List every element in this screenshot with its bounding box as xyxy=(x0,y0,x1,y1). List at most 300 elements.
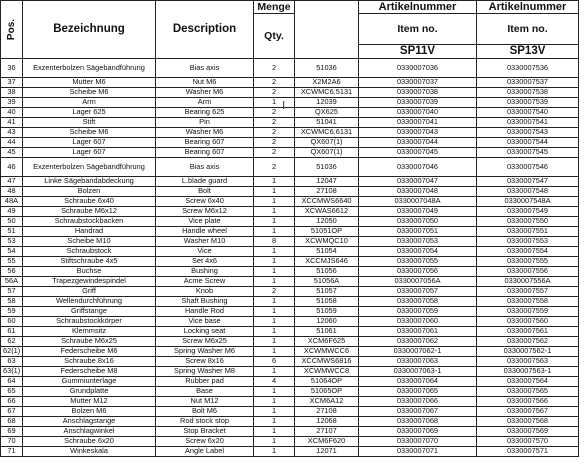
cell-item-sp11v: 0330007067 xyxy=(359,407,477,417)
table-row xyxy=(1,307,579,317)
cell-bezeichnung: Buchse xyxy=(23,267,156,277)
cell-description: Vice plate xyxy=(156,217,254,227)
cell-pos: 56A xyxy=(1,277,23,287)
cell-item-sp13v: 0330007558 xyxy=(477,297,579,307)
cell-artikel: XCWMC6.5131 xyxy=(295,88,359,98)
cell-bezeichnung: Federscheibe M8 xyxy=(23,367,156,377)
cell-item-sp13v: 0330007562-1 xyxy=(477,347,579,357)
cell-artikel: XCCMWS6640 xyxy=(295,197,359,207)
cell-bezeichnung: Schraube M6x25 xyxy=(23,337,156,347)
table-row xyxy=(1,207,579,217)
cell-artikel: 27108 xyxy=(295,407,359,417)
cell-pos: 63 xyxy=(1,357,23,367)
cell-item-sp11v: 0330007056 xyxy=(359,267,477,277)
cell-qty: 1 xyxy=(254,427,295,437)
cell-item-sp13v: 0330007548A xyxy=(477,197,579,207)
header-artikel-2: Artikelnummer xyxy=(477,1,579,14)
cell-artikel: 12050 xyxy=(295,217,359,227)
header-item-1: Item no. xyxy=(359,14,477,45)
table-row xyxy=(1,267,579,277)
cell-item-sp11v: 0330007063-1 xyxy=(359,367,477,377)
cell-bezeichnung: Stift xyxy=(23,118,156,128)
cell-bezeichnung: Exzenterbolzen Sägebandführung xyxy=(23,158,156,177)
cell-item-sp13v: 0330007567 xyxy=(477,407,579,417)
cell-description: Screw 8x16 xyxy=(156,357,254,367)
cell-bezeichnung: Bolzen xyxy=(23,187,156,197)
header-description: Description xyxy=(156,1,254,59)
header-model-1: SP11V xyxy=(359,45,477,59)
header-item-2: Item no. xyxy=(477,14,579,45)
cell-description: Spring Washer M8 xyxy=(156,367,254,377)
table-row xyxy=(1,98,579,108)
cell-item-sp13v: 0330007570 xyxy=(477,437,579,447)
cell-artikel: XCWMWCC8 xyxy=(295,367,359,377)
cell-item-sp13v: 0330007566 xyxy=(477,397,579,407)
table-row xyxy=(1,158,579,177)
header-artikel-1: Artikelnummer xyxy=(359,1,477,14)
cell-description: Bias axis xyxy=(156,158,254,177)
cell-bezeichnung: Federscheibe M6 xyxy=(23,347,156,357)
cell-artikel: 12060 xyxy=(295,317,359,327)
cell-bezeichnung: Gummiunterlage xyxy=(23,377,156,387)
cell-pos: 56 xyxy=(1,267,23,277)
cell-item-sp13v: 0330007554 xyxy=(477,247,579,257)
cell-item-sp13v: 0330007546 xyxy=(477,158,579,177)
cell-artikel: 51051OP xyxy=(295,227,359,237)
cell-pos: 51 xyxy=(1,227,23,237)
cell-item-sp13v: 0330007545 xyxy=(477,148,579,158)
cell-pos: 46 xyxy=(1,158,23,177)
cell-description: Set 4x6 xyxy=(156,257,254,267)
table-row xyxy=(1,297,579,307)
cell-item-sp13v: 0330007549 xyxy=(477,207,579,217)
table-row xyxy=(1,187,579,197)
cell-qty: 1 xyxy=(254,177,295,187)
cell-item-sp11v: 0330007066 xyxy=(359,397,477,407)
cell-description: Spring Washer M6 xyxy=(156,347,254,357)
table-row xyxy=(1,437,579,447)
cell-bezeichnung: Schraube 6x40 xyxy=(23,197,156,207)
cell-qty: 1 xyxy=(254,437,295,447)
cell-bezeichnung: Trapezgewindespindel xyxy=(23,277,156,287)
header-empty xyxy=(295,1,359,59)
cell-qty: 1 xyxy=(254,217,295,227)
cell-item-sp13v: 0330007556 xyxy=(477,267,579,277)
cell-item-sp13v: 0330007544 xyxy=(477,138,579,148)
cell-artikel: XCWMQC10 xyxy=(295,237,359,247)
cell-item-sp11v: 0330007046 xyxy=(359,158,477,177)
table-body xyxy=(1,59,579,457)
cell-qty: 2 xyxy=(254,78,295,88)
cell-item-sp11v: 0330007065 xyxy=(359,387,477,397)
table-row xyxy=(1,327,579,337)
cell-bezeichnung: Lager 607 xyxy=(23,138,156,148)
cell-qty: 1 xyxy=(254,187,295,197)
cell-item-sp13v: 0330007539 xyxy=(477,98,579,108)
cell-item-sp13v: 0330007556A xyxy=(477,277,579,287)
cell-item-sp11v: 0330007070 xyxy=(359,437,477,447)
cell-bezeichnung: Exzenterbolzen Sägebandführung xyxy=(23,59,156,78)
cell-bezeichnung: Griff xyxy=(23,287,156,297)
cell-pos: 59 xyxy=(1,307,23,317)
cell-item-sp13v: 0330007550 xyxy=(477,217,579,227)
header-model-2: SP13V xyxy=(477,45,579,59)
cell-pos: 48A xyxy=(1,197,23,207)
table-row xyxy=(1,59,579,78)
cell-artikel: XCM6F625 xyxy=(295,337,359,347)
cell-description: Screw M6x12 xyxy=(156,207,254,217)
cell-bezeichnung: Griffstange xyxy=(23,307,156,317)
cell-pos: 39 xyxy=(1,98,23,108)
cell-item-sp11v: 0330007037 xyxy=(359,78,477,88)
cell-item-sp11v: 0330007048A xyxy=(359,197,477,207)
cell-item-sp11v: 0330007059 xyxy=(359,307,477,317)
cell-item-sp11v: 0330007061 xyxy=(359,327,477,337)
cell-qty: 1 xyxy=(254,197,295,207)
cell-pos: 49 xyxy=(1,207,23,217)
cell-bezeichnung: Schraubstock xyxy=(23,247,156,257)
cell-item-sp11v: 0330007062-1 xyxy=(359,347,477,357)
cell-qty: 1 xyxy=(254,397,295,407)
cell-pos: 70 xyxy=(1,437,23,447)
cell-qty: 1 xyxy=(254,387,295,397)
cell-pos: 67 xyxy=(1,407,23,417)
cell-description: Bias axis xyxy=(156,59,254,78)
cell-pos: 62 xyxy=(1,337,23,347)
table-row xyxy=(1,78,579,88)
cell-description: Bolt xyxy=(156,187,254,197)
cell-artikel: 51041 xyxy=(295,118,359,128)
cell-pos: 64 xyxy=(1,377,23,387)
cell-item-sp13v: 0330007563 xyxy=(477,357,579,367)
cell-pos: 53 xyxy=(1,237,23,247)
cell-pos: 36 xyxy=(1,59,23,78)
cell-item-sp13v: 0330007563-1 xyxy=(477,367,579,377)
cell-qty: 6 xyxy=(254,357,295,367)
cell-item-sp11v: 0330007053 xyxy=(359,237,477,247)
cell-item-sp11v: 0330007041 xyxy=(359,118,477,128)
header-pos: Pos. xyxy=(1,1,23,59)
cell-qty: 1 xyxy=(254,257,295,267)
table-row xyxy=(1,88,579,98)
cell-qty: 1 xyxy=(254,337,295,347)
cell-item-sp13v: 0330007551 xyxy=(477,227,579,237)
cell-description: Locking seat xyxy=(156,327,254,337)
cell-item-sp13v: 0330007553 xyxy=(477,237,579,247)
table-row xyxy=(1,108,579,118)
cell-bezeichnung: Anschlagstange xyxy=(23,417,156,427)
cell-item-sp13v: 0330007548 xyxy=(477,187,579,197)
cell-item-sp13v: 0330007543 xyxy=(477,128,579,138)
cell-artikel: 51057 xyxy=(295,287,359,297)
cell-artikel: 12068 xyxy=(295,417,359,427)
cell-artikel: 51056A xyxy=(295,277,359,287)
cell-item-sp11v: 0330007039 xyxy=(359,98,477,108)
table-row xyxy=(1,118,579,128)
cell-description: Pin xyxy=(156,118,254,128)
cell-bezeichnung: Arm xyxy=(23,98,156,108)
table-row xyxy=(1,367,579,377)
cell-description: Screw 6x20 xyxy=(156,437,254,447)
table-row xyxy=(1,277,579,287)
cell-artikel: 27107 xyxy=(295,427,359,437)
cell-description: Nut M12 xyxy=(156,397,254,407)
cell-item-sp13v: 0330007560 xyxy=(477,317,579,327)
cell-item-sp11v: 0330007038 xyxy=(359,88,477,98)
cell-qty: 1 xyxy=(254,227,295,237)
cell-artikel: 12039 xyxy=(295,98,359,108)
table-row xyxy=(1,427,579,437)
cell-artikel: 51059 xyxy=(295,307,359,317)
cell-item-sp13v: 0330007569 xyxy=(477,427,579,437)
cell-qty: 2 xyxy=(254,59,295,78)
cell-item-sp13v: 0330007571 xyxy=(477,447,579,457)
cell-artikel: XCWMC6.6131 xyxy=(295,128,359,138)
cell-artikel: XCCMWS6816 xyxy=(295,357,359,367)
cell-qty: 2 xyxy=(254,138,295,148)
cell-item-sp11v: 0330007063 xyxy=(359,357,477,367)
cell-pos: 47 xyxy=(1,177,23,187)
table-row xyxy=(1,138,579,148)
cell-bezeichnung: Winkeskala xyxy=(23,447,156,457)
cell-artikel: XCCMJS646 xyxy=(295,257,359,267)
table-row xyxy=(1,387,579,397)
cell-bezeichnung: Bolzen M6 xyxy=(23,407,156,417)
cell-pos: 54 xyxy=(1,247,23,257)
table-row xyxy=(1,447,579,457)
cell-description: Arm xyxy=(156,98,254,108)
cell-pos: 65 xyxy=(1,387,23,397)
cell-description: Acme Screw xyxy=(156,277,254,287)
cell-bezeichnung: Wellendurchführung xyxy=(23,297,156,307)
cell-bezeichnung: Mutter M12 xyxy=(23,397,156,407)
cell-pos: 37 xyxy=(1,78,23,88)
cell-qty: 2 xyxy=(254,118,295,128)
cell-pos: 40 xyxy=(1,108,23,118)
cell-pos: 57 xyxy=(1,287,23,297)
cell-artikel: 51065OP xyxy=(295,387,359,397)
cell-description: Knob xyxy=(156,287,254,297)
table-row xyxy=(1,128,579,138)
cell-pos: 71 xyxy=(1,447,23,457)
cell-bezeichnung: Handrad xyxy=(23,227,156,237)
cell-artikel: 51064OP xyxy=(295,377,359,387)
cell-qty: 1 xyxy=(254,98,295,108)
cell-qty: 1 xyxy=(254,267,295,277)
cell-item-sp13v: 0330007565 xyxy=(477,387,579,397)
cell-pos: 58 xyxy=(1,297,23,307)
cell-artikel: 51061 xyxy=(295,327,359,337)
cell-description: Bearing 607 xyxy=(156,148,254,158)
cell-qty: 1 xyxy=(254,247,295,257)
table-row xyxy=(1,347,579,357)
cell-pos: 60 xyxy=(1,317,23,327)
cell-qty: 1 xyxy=(254,277,295,287)
table-row xyxy=(1,377,579,387)
cell-item-sp11v: 0330007064 xyxy=(359,377,477,387)
cell-bezeichnung: Schraube 8x16 xyxy=(23,357,156,367)
cell-bezeichnung: Anschlagwinkel xyxy=(23,427,156,437)
cell-qty: 2 xyxy=(254,108,295,118)
cell-item-sp13v: 0330007538 xyxy=(477,88,579,98)
cell-bezeichnung: Scheibe M6 xyxy=(23,128,156,138)
table-row xyxy=(1,257,579,267)
cell-pos: 50 xyxy=(1,217,23,227)
cell-item-sp13v: 0330007564 xyxy=(477,377,579,387)
cell-item-sp11v: 0330007040 xyxy=(359,108,477,118)
cell-item-sp13v: 0330007557 xyxy=(477,287,579,297)
cell-bezeichnung: Schraubstockbacken xyxy=(23,217,156,227)
cell-item-sp13v: 0330007536 xyxy=(477,59,579,78)
cell-item-sp11v: 0330007045 xyxy=(359,148,477,158)
cell-description: Bolt M6 xyxy=(156,407,254,417)
table-row xyxy=(1,148,579,158)
table-header xyxy=(1,1,579,59)
cell-description: Nut M6 xyxy=(156,78,254,88)
cell-qty: 1 xyxy=(254,417,295,427)
cell-pos: 66 xyxy=(1,397,23,407)
cell-pos: 38 xyxy=(1,88,23,98)
cell-qty: 8 xyxy=(254,237,295,247)
cell-description: Vice base xyxy=(156,317,254,327)
cell-artikel: XCWMWCC6 xyxy=(295,347,359,357)
cell-item-sp11v: 0330007049 xyxy=(359,207,477,217)
cell-item-sp11v: 0330007050 xyxy=(359,217,477,227)
cell-item-sp13v: 0330007547 xyxy=(477,177,579,187)
cell-bezeichnung: Schraube M6x12 xyxy=(23,207,156,217)
cell-qty: 1 xyxy=(254,347,295,357)
header-bezeichnung: Bezeichnung xyxy=(23,1,156,59)
cell-item-sp11v: 0330007062 xyxy=(359,337,477,347)
table-row xyxy=(1,227,579,237)
cell-description: Screw 6x40 xyxy=(156,197,254,207)
cell-item-sp11v: 0330007054 xyxy=(359,247,477,257)
cell-pos: 62(1) xyxy=(1,347,23,357)
header-qty: Qty. xyxy=(254,14,295,59)
cell-pos: 41 xyxy=(1,118,23,128)
cell-item-sp13v: 0330007562 xyxy=(477,337,579,347)
cell-item-sp13v: 0330007555 xyxy=(477,257,579,267)
cell-bezeichnung: Schraube 6x20 xyxy=(23,437,156,447)
cell-artikel: QX607(1) xyxy=(295,148,359,158)
cell-pos: 68 xyxy=(1,417,23,427)
cell-item-sp13v: 0330007561 xyxy=(477,327,579,337)
cell-item-sp11v: 0330007056A xyxy=(359,277,477,287)
cell-artikel: 27108 xyxy=(295,187,359,197)
cell-qty: 1 xyxy=(254,327,295,337)
table-row xyxy=(1,317,579,327)
cell-description: Angle Label xyxy=(156,447,254,457)
cell-description: Screw M6x25 xyxy=(156,337,254,347)
cell-description: Washer M6 xyxy=(156,128,254,138)
table-row xyxy=(1,287,579,297)
cell-qty: 1 xyxy=(254,207,295,217)
cell-item-sp11v: 0330007060 xyxy=(359,317,477,327)
cell-bezeichnung: Mutter M6 xyxy=(23,78,156,88)
cell-pos: 61 xyxy=(1,327,23,337)
table-row xyxy=(1,217,579,227)
cell-bezeichnung: Scheibe M6 xyxy=(23,88,156,98)
cell-artikel: QX607(1) xyxy=(295,138,359,148)
cell-description: Handle Rod xyxy=(156,307,254,317)
cell-qty: 2 xyxy=(254,158,295,177)
cell-artikel: XCM6A12 xyxy=(295,397,359,407)
table-row xyxy=(1,337,579,347)
cell-artikel: 51058 xyxy=(295,297,359,307)
cell-description: Stop Bracket xyxy=(156,427,254,437)
cell-pos: 48 xyxy=(1,187,23,197)
cell-artikel: 51036 xyxy=(295,59,359,78)
cell-artikel: 51056 xyxy=(295,267,359,277)
cell-qty: 2 xyxy=(254,128,295,138)
cell-pos: 55 xyxy=(1,257,23,267)
cell-qty: 1 xyxy=(254,307,295,317)
cell-artikel: QX625 xyxy=(295,108,359,118)
cell-item-sp11v: 0330007047 xyxy=(359,177,477,187)
cell-description: Rubber pad xyxy=(156,377,254,387)
cell-pos: 45 xyxy=(1,148,23,158)
cell-qty: 1 xyxy=(254,317,295,327)
cell-item-sp13v: 0330007537 xyxy=(477,78,579,88)
cell-description: Base xyxy=(156,387,254,397)
cell-item-sp13v: 0330007559 xyxy=(477,307,579,317)
cell-description: Handle wheel xyxy=(156,227,254,237)
cell-item-sp11v: 0330007044 xyxy=(359,138,477,148)
cell-artikel: X2M2A6 xyxy=(295,78,359,88)
table-row xyxy=(1,197,579,207)
cell-pos: 44 xyxy=(1,138,23,148)
cell-description: Washer M6 xyxy=(156,88,254,98)
cell-qty: 1 xyxy=(254,407,295,417)
table-row xyxy=(1,357,579,367)
cell-item-sp11v: 0330007048 xyxy=(359,187,477,197)
cell-description: Bearing 625 xyxy=(156,108,254,118)
cell-item-sp11v: 0330007057 xyxy=(359,287,477,297)
cell-description: Bushing xyxy=(156,267,254,277)
table-row xyxy=(1,407,579,417)
cell-artikel: 12071 xyxy=(295,447,359,457)
cell-description: Rod stock stop xyxy=(156,417,254,427)
cell-item-sp11v: 0330007051 xyxy=(359,227,477,237)
cell-qty: 4 xyxy=(254,377,295,387)
cell-artikel: XCM6F620 xyxy=(295,437,359,447)
cell-bezeichnung: Klemmsitz xyxy=(23,327,156,337)
cell-artikel: 51036 xyxy=(295,158,359,177)
cell-pos: 63(1) xyxy=(1,367,23,377)
cell-pos: 43 xyxy=(1,128,23,138)
cell-description: Bearing 607 xyxy=(156,138,254,148)
table-row xyxy=(1,397,579,407)
cell-item-sp11v: 0330007068 xyxy=(359,417,477,427)
cell-item-sp11v: 0330007036 xyxy=(359,59,477,78)
cell-bezeichnung: Scheibe M10 xyxy=(23,237,156,247)
cell-item-sp13v: 0330007541 xyxy=(477,118,579,128)
cell-bezeichnung: Grundplatte xyxy=(23,387,156,397)
cell-qty: 2 xyxy=(254,287,295,297)
cell-pos: 69 xyxy=(1,427,23,437)
header-menge: Menge xyxy=(254,1,295,14)
table-row xyxy=(1,417,579,427)
cell-bezeichnung: Lager 607 xyxy=(23,148,156,158)
cell-artikel: 12047 xyxy=(295,177,359,187)
cell-bezeichnung: Stiftschraube 4x5 xyxy=(23,257,156,267)
cell-description: L.blade guard xyxy=(156,177,254,187)
cell-description: Vice xyxy=(156,247,254,257)
cell-item-sp13v: 0330007568 xyxy=(477,417,579,427)
cell-description: Washer M10 xyxy=(156,237,254,247)
cell-qty: 2 xyxy=(254,88,295,98)
cell-artikel: XCWAS6612 xyxy=(295,207,359,217)
